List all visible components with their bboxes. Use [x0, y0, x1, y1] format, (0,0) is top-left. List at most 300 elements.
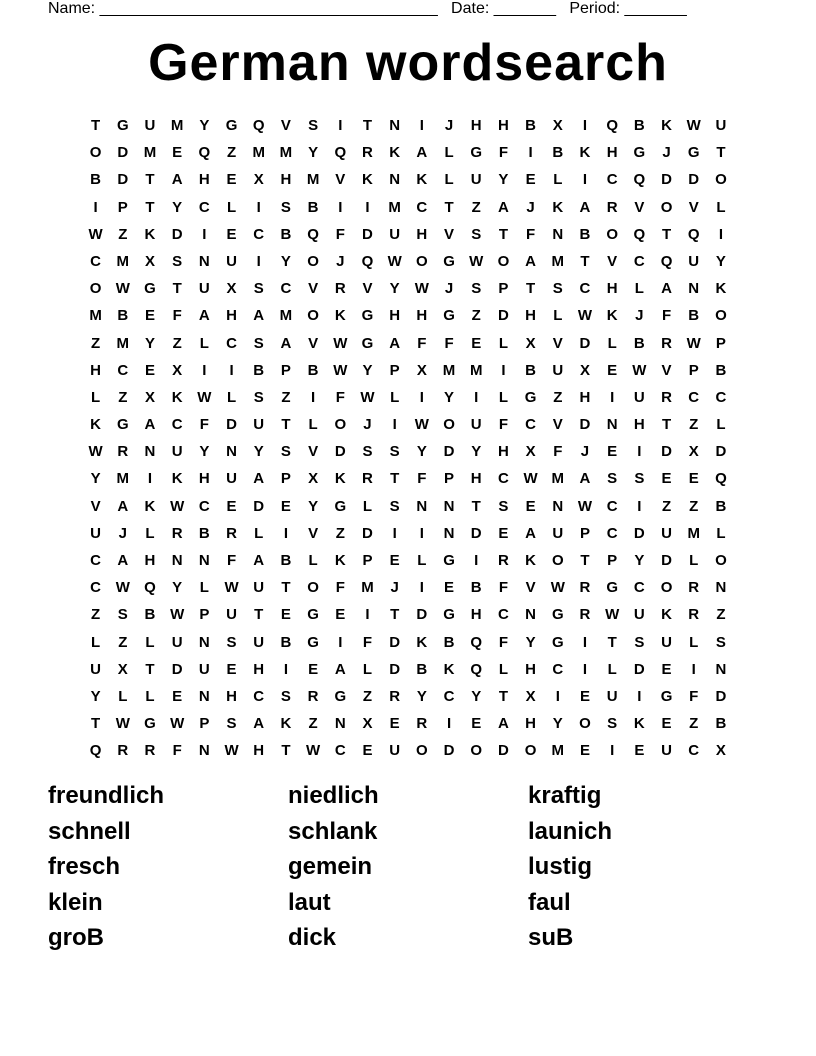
- grid-letter: H: [525, 307, 537, 325]
- grid-letter: W: [333, 334, 348, 352]
- grid-letter: Z: [91, 606, 101, 624]
- grid-letter: S: [498, 497, 509, 515]
- grid-letter: H: [280, 171, 292, 189]
- grid-letter: V: [552, 334, 563, 352]
- grid-letter: D: [661, 443, 672, 461]
- grid-letter: Y: [498, 171, 509, 189]
- grid-letter: L: [498, 660, 508, 678]
- grid-letter: E: [362, 742, 373, 760]
- grid-letter: C: [633, 252, 645, 270]
- grid-letter: Y: [471, 443, 482, 461]
- grid-letter: U: [552, 524, 564, 542]
- grid-letter: G: [551, 606, 564, 624]
- grid-letter: M: [143, 144, 157, 162]
- grid-row: [82, 737, 735, 764]
- grid-letter: L: [444, 144, 454, 162]
- grid-letter: I: [338, 633, 343, 651]
- grid-letter: R: [389, 687, 401, 705]
- grid-letter: B: [579, 225, 591, 243]
- grid-row: [82, 302, 735, 329]
- grid-letter: T: [444, 198, 454, 216]
- grid-letter: B: [470, 579, 482, 597]
- grid-letter: G: [633, 144, 646, 162]
- grid-letter: I: [283, 524, 288, 542]
- grid-letter: U: [715, 117, 727, 134]
- grid-letter: F: [661, 307, 672, 325]
- grid-letter: E: [607, 443, 618, 461]
- grid-letter: R: [688, 579, 700, 597]
- grid-letter: K: [171, 470, 183, 488]
- grid-letter: Y: [389, 280, 400, 298]
- grid-letter: H: [606, 144, 618, 162]
- grid-letter: F: [689, 687, 699, 705]
- grid-letter: O: [497, 252, 510, 270]
- grid-letter: H: [470, 606, 482, 624]
- grid-letter: M: [306, 171, 320, 189]
- grid-letter: I: [528, 144, 533, 162]
- grid-letter: N: [552, 497, 564, 515]
- grid-letter: M: [551, 470, 565, 488]
- grid-letter: K: [389, 144, 401, 162]
- grid-letter: P: [199, 606, 210, 624]
- grid-letter: S: [308, 117, 319, 134]
- grid-letter: O: [334, 416, 347, 434]
- grid-letter: O: [416, 742, 428, 760]
- grid-letter: F: [417, 334, 427, 352]
- grid-letter: U: [470, 171, 482, 189]
- grid-letter: D: [226, 416, 237, 434]
- grid-letter: O: [579, 715, 591, 733]
- grid-letter: W: [414, 416, 429, 434]
- grid-letter: O: [524, 742, 537, 760]
- grid-letter: I: [691, 660, 696, 678]
- grid-row: [82, 221, 735, 248]
- grid-letter: N: [688, 280, 700, 298]
- grid-letter: K: [334, 470, 346, 488]
- grid-letter: Z: [281, 388, 291, 406]
- grid-letter: O: [470, 742, 483, 760]
- grid-letter: Y: [416, 443, 427, 461]
- grid-letter: Y: [280, 252, 291, 270]
- grid-letter: T: [716, 144, 726, 162]
- grid-letter: G: [443, 552, 455, 569]
- search-word: fresch: [48, 853, 121, 881]
- grid-letter: F: [335, 579, 345, 597]
- grid-letter: J: [444, 117, 454, 134]
- grid-letter: L: [308, 552, 318, 569]
- grid-letter: Z: [471, 198, 481, 216]
- grid-letter: W: [88, 225, 103, 243]
- grid-letter: R: [579, 606, 591, 624]
- grid-letter: H: [253, 660, 265, 678]
- grid-letter: K: [633, 715, 645, 733]
- grid-letter: W: [414, 280, 429, 298]
- grid-letter: U: [661, 524, 672, 542]
- grid-letter: H: [226, 307, 237, 325]
- grid-letter: C: [688, 742, 700, 760]
- grid-letter: Q: [334, 144, 347, 162]
- grid-letter: I: [229, 361, 234, 379]
- grid-letter: F: [172, 307, 182, 325]
- grid-letter: W: [115, 715, 130, 733]
- grid-letter: D: [633, 660, 645, 678]
- search-word: suB: [528, 924, 574, 952]
- grid-letter: D: [253, 497, 265, 515]
- grid-letter: Y: [199, 443, 210, 461]
- grid-letter: Z: [91, 334, 101, 352]
- grid-row: [82, 139, 735, 166]
- grid-letter: H: [579, 388, 591, 406]
- grid-letter: V: [90, 497, 101, 515]
- grid-letter: E: [661, 660, 672, 678]
- grid-row: [82, 656, 735, 683]
- grid-letter: L: [444, 171, 454, 189]
- grid-letter: O: [416, 252, 428, 270]
- grid-letter: I: [93, 198, 98, 216]
- grid-letter: I: [474, 388, 479, 406]
- search-word: klein: [48, 888, 103, 916]
- grid-letter: X: [253, 171, 264, 189]
- grid-letter: Q: [89, 742, 102, 760]
- grid-letter: H: [389, 307, 401, 325]
- grid-letter: N: [198, 633, 210, 651]
- grid-letter: A: [198, 307, 210, 325]
- grid-letter: Y: [444, 388, 455, 406]
- grid-letter: O: [660, 579, 673, 597]
- grid-letter: B: [144, 606, 156, 624]
- grid-letter: R: [661, 388, 672, 406]
- grid-letter: K: [606, 307, 618, 325]
- grid-row: [82, 411, 735, 438]
- grid-letter: O: [307, 579, 319, 597]
- grid-letter: U: [144, 117, 156, 134]
- grid-letter: X: [362, 715, 373, 733]
- grid-letter: I: [718, 225, 723, 243]
- grid-letter: L: [716, 198, 726, 216]
- grid-letter: I: [501, 361, 506, 379]
- grid-letter: V: [607, 252, 618, 270]
- grid-letter: E: [579, 742, 590, 760]
- grid-letter: T: [362, 117, 373, 134]
- grid-letter: A: [661, 280, 672, 298]
- grid-letter: Z: [661, 497, 672, 515]
- grid-letter: U: [688, 252, 700, 270]
- grid-letter: N: [416, 497, 428, 515]
- grid-letter: X: [552, 117, 563, 134]
- grid-letter: C: [552, 660, 564, 678]
- grid-letter: W: [170, 606, 185, 624]
- search-word: freundlich: [48, 782, 165, 809]
- grid-letter: R: [362, 470, 373, 488]
- grid-letter: U: [226, 252, 237, 270]
- grid-row: [82, 629, 735, 656]
- grid-letter: O: [660, 198, 673, 216]
- grid-letter: E: [172, 687, 183, 705]
- grid-letter: Z: [308, 715, 318, 733]
- grid-row: [82, 520, 735, 547]
- grid-letter: R: [334, 280, 346, 298]
- grid-letter: U: [90, 660, 102, 678]
- grid-letter: O: [551, 552, 564, 569]
- grid-row: [82, 166, 735, 193]
- grid-letter: C: [606, 497, 618, 515]
- grid-letter: T: [580, 252, 590, 270]
- grid-letter: W: [686, 334, 701, 352]
- grid-letter: P: [280, 470, 291, 488]
- grid-letter: E: [579, 687, 590, 705]
- grid-letter: W: [170, 715, 185, 733]
- grid-letter: R: [117, 443, 129, 461]
- grid-letter: T: [91, 117, 101, 134]
- grid-letter: A: [253, 470, 265, 488]
- grid-letter: Q: [687, 225, 700, 243]
- grid-letter: T: [281, 742, 291, 760]
- grid-letter: M: [279, 144, 293, 162]
- search-word: groB: [48, 924, 104, 952]
- grid-letter: F: [498, 633, 508, 651]
- grid-letter: Q: [633, 171, 646, 189]
- grid-letter: E: [226, 660, 237, 678]
- grid-letter: G: [334, 497, 347, 515]
- grid-letter: D: [715, 443, 727, 461]
- grid-letter: Q: [252, 117, 265, 134]
- grid-letter: X: [525, 334, 536, 352]
- grid-letter: M: [442, 361, 456, 379]
- grid-letter: V: [444, 225, 455, 243]
- grid-letter: S: [471, 280, 482, 298]
- grid-letter: H: [416, 307, 428, 325]
- grid-letter: J: [580, 443, 590, 461]
- grid-letter: O: [443, 416, 455, 434]
- grid-letter: W: [224, 742, 239, 760]
- grid-row: [82, 330, 735, 357]
- word-column: [48, 778, 164, 956]
- grid-letter: V: [335, 171, 346, 189]
- grid-letter: G: [606, 579, 618, 597]
- grid-letter: U: [198, 660, 210, 678]
- grid-letter: J: [662, 144, 671, 162]
- grid-letter: Q: [144, 579, 156, 597]
- grid-letter: A: [579, 198, 591, 216]
- grid-letter: P: [362, 552, 373, 569]
- grid-letter: N: [443, 524, 455, 542]
- grid-letter: Q: [198, 144, 211, 162]
- grid-letter: I: [637, 497, 642, 515]
- grid-letter: Z: [689, 497, 699, 515]
- grid-letter: S: [280, 687, 291, 705]
- grid-letter: E: [471, 334, 482, 352]
- grid-letter: P: [444, 470, 455, 488]
- grid-letter: O: [307, 307, 319, 325]
- grid-letter: S: [362, 443, 373, 461]
- grid-letter: W: [360, 388, 375, 406]
- grid-letter: E: [688, 470, 699, 488]
- grid-letter: L: [254, 524, 264, 542]
- grid-letter: T: [91, 715, 101, 733]
- grid-letter: U: [198, 280, 210, 298]
- grid-letter: Y: [362, 361, 373, 379]
- grid-letter: E: [144, 361, 155, 379]
- grid-letter: G: [144, 715, 156, 733]
- grid-letter: G: [687, 144, 700, 162]
- grid-letter: D: [497, 742, 509, 760]
- grid-letter: C: [198, 198, 210, 216]
- grid-letter: V: [308, 524, 319, 542]
- search-word: launich: [528, 817, 613, 845]
- grid-letter: W: [197, 388, 212, 406]
- grid-letter: E: [308, 660, 319, 678]
- grid-letter: A: [253, 307, 265, 325]
- grid-letter: C: [171, 416, 183, 434]
- grid-letter: E: [389, 552, 400, 569]
- grid-letter: R: [688, 606, 700, 624]
- grid-letter: V: [661, 361, 672, 379]
- grid-letter: I: [147, 470, 153, 488]
- grid-letter: T: [607, 633, 617, 651]
- grid-letter: Q: [470, 633, 483, 651]
- grid-row: [82, 194, 735, 221]
- grid-letter: M: [252, 144, 265, 162]
- grid-letter: B: [443, 633, 455, 651]
- grid-letter: P: [688, 361, 699, 379]
- grid-letter: L: [226, 388, 237, 406]
- grid-letter: L: [498, 388, 508, 406]
- grid-letter: R: [117, 742, 129, 760]
- grid-letter: V: [634, 198, 645, 216]
- grid-letter: R: [307, 687, 319, 705]
- grid-letter: J: [635, 307, 644, 325]
- grid-letter: Q: [307, 225, 319, 243]
- grid-letter: L: [91, 388, 101, 406]
- grid-letter: X: [416, 361, 427, 379]
- grid-letter: L: [145, 524, 155, 542]
- grid-letter: A: [171, 171, 183, 189]
- grid-letter: R: [362, 144, 373, 162]
- grid-letter: B: [715, 497, 727, 515]
- grid-letter: G: [307, 633, 319, 651]
- grid-letter: D: [389, 660, 401, 678]
- grid-letter: X: [525, 443, 536, 461]
- grid-letter: V: [308, 280, 319, 298]
- grid-letter: L: [199, 334, 209, 352]
- grid-letter: V: [688, 198, 699, 216]
- grid-letter: I: [338, 198, 343, 216]
- grid-letter: C: [90, 252, 102, 270]
- grid-letter: U: [226, 606, 237, 624]
- grid-letter: C: [90, 579, 102, 597]
- grid-letter: A: [525, 524, 537, 542]
- grid-letter: B: [715, 715, 727, 733]
- grid-letter: W: [387, 252, 402, 270]
- grid-letter: E: [172, 144, 183, 162]
- grid-letter: G: [307, 606, 319, 624]
- grid-letter: C: [253, 225, 265, 243]
- grid-letter: L: [689, 633, 699, 651]
- grid-letter: E: [280, 497, 291, 515]
- grid-letter: A: [280, 334, 292, 352]
- grid-letter: L: [553, 171, 563, 189]
- grid-letter: Z: [172, 334, 182, 352]
- grid-letter: B: [552, 144, 564, 162]
- grid-letter: F: [199, 416, 209, 434]
- grid-letter: R: [497, 552, 509, 569]
- grid-letter: I: [202, 225, 207, 243]
- grid-letter: M: [116, 252, 130, 270]
- grid-letter: I: [338, 117, 343, 134]
- grid-row: [82, 601, 735, 628]
- grid-letter: O: [715, 552, 727, 569]
- grid-letter: I: [637, 443, 642, 461]
- grid-letter: M: [551, 252, 565, 270]
- grid-letter: M: [279, 307, 293, 325]
- grid-letter: P: [117, 198, 128, 216]
- grid-letter: S: [634, 470, 645, 488]
- grid-letter: L: [199, 579, 209, 597]
- grid-row: [82, 438, 735, 465]
- grid-row: [82, 710, 735, 737]
- grid-letter: D: [117, 144, 129, 162]
- grid-letter: L: [417, 552, 427, 569]
- grid-letter: I: [582, 660, 588, 678]
- grid-letter: E: [226, 171, 237, 189]
- grid-letter: A: [334, 660, 346, 678]
- grid-letter: Y: [172, 198, 183, 216]
- grid-letter: B: [307, 361, 319, 379]
- grid-letter: H: [198, 171, 210, 189]
- grid-letter: C: [416, 198, 428, 216]
- grid-letter: H: [253, 742, 265, 760]
- grid-letter: O: [89, 280, 102, 298]
- grid-letter: K: [416, 633, 428, 651]
- grid-letter: N: [525, 606, 537, 624]
- grid-letter: W: [686, 117, 701, 134]
- grid-letter: W: [115, 280, 130, 298]
- grid-letter: F: [526, 225, 536, 243]
- grid-letter: D: [688, 171, 700, 189]
- grid-letter: E: [335, 606, 346, 624]
- grid-row: [82, 275, 735, 302]
- grid-letter: E: [525, 171, 536, 189]
- grid-letter: N: [198, 552, 210, 569]
- grid-letter: S: [253, 388, 264, 406]
- grid-letter: I: [474, 552, 479, 569]
- grid-letter: R: [171, 524, 183, 542]
- grid-letter: L: [145, 687, 155, 705]
- grid-letter: D: [362, 225, 373, 243]
- grid-letter: I: [419, 524, 424, 542]
- grid-letter: W: [632, 361, 647, 379]
- grid-letter: D: [470, 524, 482, 542]
- grid-letter: B: [90, 171, 102, 189]
- grid-letter: A: [253, 715, 265, 733]
- grid-letter: R: [606, 198, 618, 216]
- grid-letter: L: [689, 552, 699, 569]
- grid-letter: D: [171, 225, 183, 243]
- grid-letter: Z: [335, 524, 345, 542]
- grid-letter: C: [606, 171, 618, 189]
- grid-letter: Y: [144, 334, 155, 352]
- grid-letter: H: [90, 361, 102, 379]
- grid-letter: E: [389, 715, 400, 733]
- grid-letter: N: [198, 687, 210, 705]
- grid-letter: U: [633, 606, 645, 624]
- grid-letter: B: [280, 552, 292, 569]
- grid-letter: B: [525, 117, 537, 134]
- grid-letter: V: [362, 280, 373, 298]
- grid-letter: E: [471, 715, 482, 733]
- grid-letter: S: [607, 470, 618, 488]
- grid-letter: S: [253, 280, 264, 298]
